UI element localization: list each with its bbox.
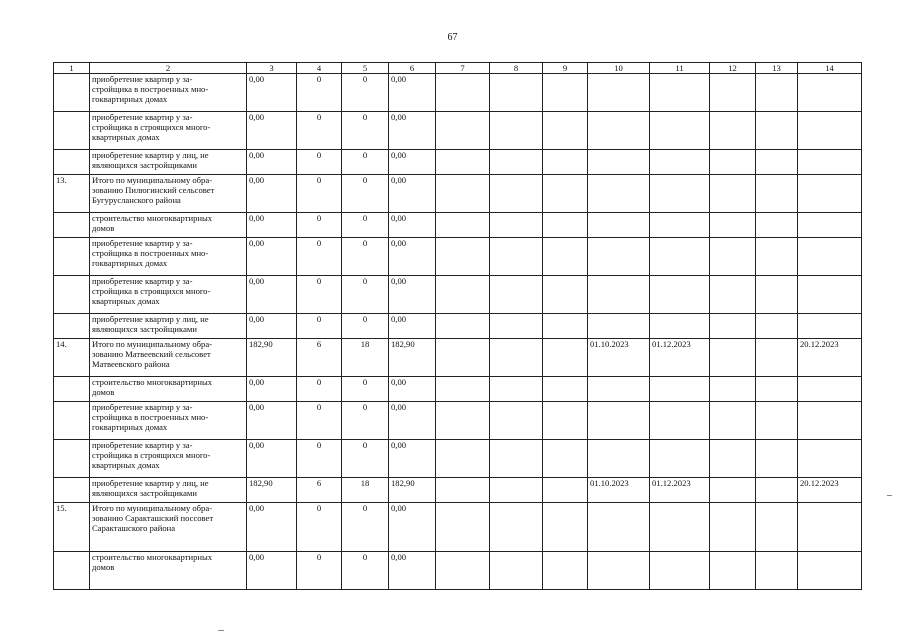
column-header-11: 11 xyxy=(650,63,710,74)
cell-col7 xyxy=(436,213,490,238)
row-description: приобретение квартир у за- стройщика в построенных мно- гоквартирных домах xyxy=(90,402,247,440)
cell-col4: 0 xyxy=(297,440,342,478)
cell-col6: 182,90 xyxy=(389,478,436,503)
cell-col9 xyxy=(543,314,588,339)
cell-col14 xyxy=(798,150,862,175)
cell-col11 xyxy=(650,175,710,213)
row-description: строительство многоквартирных домов xyxy=(90,552,247,590)
cell-col4: 0 xyxy=(297,314,342,339)
cell-col14 xyxy=(798,440,862,478)
cell-col6: 0,00 xyxy=(389,503,436,552)
cell-col13 xyxy=(756,175,798,213)
table-row xyxy=(54,552,862,590)
cell-col10 xyxy=(588,150,650,175)
cell-col8 xyxy=(490,440,543,478)
table-body xyxy=(54,74,862,590)
cell-col12 xyxy=(710,175,756,213)
row-index xyxy=(54,238,90,276)
table-row xyxy=(54,213,862,238)
cell-col9 xyxy=(543,503,588,552)
cell-col8 xyxy=(490,238,543,276)
cell-col5: 0 xyxy=(342,74,389,112)
cell-col4: 0 xyxy=(297,377,342,402)
cell-col5: 0 xyxy=(342,440,389,478)
cell-col4: 0 xyxy=(297,276,342,314)
row-description: приобретение квартир у лиц, не являющихся застройщиками xyxy=(90,150,247,175)
table-row xyxy=(54,112,862,150)
cell-col13 xyxy=(756,478,798,503)
row-index: 15. xyxy=(54,503,90,552)
cell-col14 xyxy=(798,314,862,339)
column-header-9: 9 xyxy=(543,63,588,74)
cell-col10 xyxy=(588,276,650,314)
cell-col14 xyxy=(798,377,862,402)
column-header-8: 8 xyxy=(490,63,543,74)
cell-col12 xyxy=(710,74,756,112)
cell-col13 xyxy=(756,150,798,175)
cell-col3: 0,00 xyxy=(247,213,297,238)
table-row xyxy=(54,74,862,112)
cell-col14 xyxy=(798,503,862,552)
column-header-7: 7 xyxy=(436,63,490,74)
cell-col13 xyxy=(756,74,798,112)
column-header-4: 4 xyxy=(297,63,342,74)
cell-col6: 0,00 xyxy=(389,213,436,238)
cell-col5: 0 xyxy=(342,552,389,590)
scan-mark xyxy=(887,495,892,496)
cell-col7 xyxy=(436,440,490,478)
cell-col10 xyxy=(588,175,650,213)
row-description: Итого по муниципальному обра- зованию Саракташский поссовет Саракташского района xyxy=(90,503,247,552)
cell-col5: 0 xyxy=(342,238,389,276)
cell-col8 xyxy=(490,314,543,339)
cell-col5: 0 xyxy=(342,377,389,402)
data-table xyxy=(53,62,862,590)
cell-col12 xyxy=(710,276,756,314)
cell-col12 xyxy=(710,478,756,503)
row-index xyxy=(54,314,90,339)
cell-col11 xyxy=(650,238,710,276)
cell-col13 xyxy=(756,402,798,440)
table-row xyxy=(54,276,862,314)
cell-col4: 6 xyxy=(297,339,342,377)
cell-col4: 0 xyxy=(297,503,342,552)
cell-col11 xyxy=(650,213,710,238)
cell-col6: 182,90 xyxy=(389,339,436,377)
row-description: приобретение квартир у лиц, не являющихся застройщиками xyxy=(90,478,247,503)
cell-col7 xyxy=(436,112,490,150)
cell-col8 xyxy=(490,175,543,213)
cell-col11 xyxy=(650,112,710,150)
cell-col9 xyxy=(543,377,588,402)
cell-col10 xyxy=(588,402,650,440)
cell-col5: 18 xyxy=(342,478,389,503)
cell-col10 xyxy=(588,112,650,150)
row-description: строительство многоквартирных домов xyxy=(90,377,247,402)
table-row xyxy=(54,339,862,377)
cell-col13 xyxy=(756,377,798,402)
table-row xyxy=(54,402,862,440)
table-row xyxy=(54,314,862,339)
cell-col6: 0,00 xyxy=(389,112,436,150)
cell-col12 xyxy=(710,440,756,478)
cell-col7 xyxy=(436,238,490,276)
cell-col12 xyxy=(710,503,756,552)
cell-col7 xyxy=(436,276,490,314)
column-header-1: 1 xyxy=(54,63,90,74)
cell-col11 xyxy=(650,314,710,339)
row-index xyxy=(54,552,90,590)
cell-col5: 0 xyxy=(342,150,389,175)
column-header-12: 12 xyxy=(710,63,756,74)
table-row xyxy=(54,478,862,503)
cell-col11 xyxy=(650,150,710,175)
row-description: приобретение квартир у за- стройщика в построенных мно- гоквартирных домах xyxy=(90,238,247,276)
row-index xyxy=(54,150,90,175)
cell-col8 xyxy=(490,402,543,440)
cell-col8 xyxy=(490,276,543,314)
cell-col4: 6 xyxy=(297,478,342,503)
cell-col3: 182,90 xyxy=(247,478,297,503)
cell-col5: 0 xyxy=(342,175,389,213)
cell-col12 xyxy=(710,314,756,339)
cell-col14 xyxy=(798,276,862,314)
cell-col7 xyxy=(436,175,490,213)
row-index xyxy=(54,74,90,112)
cell-col4: 0 xyxy=(297,150,342,175)
cell-col6: 0,00 xyxy=(389,402,436,440)
cell-col11 xyxy=(650,503,710,552)
cell-col13 xyxy=(756,314,798,339)
cell-col3: 0,00 xyxy=(247,377,297,402)
cell-col9 xyxy=(543,339,588,377)
cell-col4: 0 xyxy=(297,213,342,238)
cell-col3: 0,00 xyxy=(247,314,297,339)
row-index xyxy=(54,276,90,314)
cell-col3: 0,00 xyxy=(247,402,297,440)
cell-col3: 0,00 xyxy=(247,150,297,175)
cell-col14 xyxy=(798,74,862,112)
cell-col3: 0,00 xyxy=(247,440,297,478)
row-description: приобретение квартир у лиц, не являющихся застройщиками xyxy=(90,314,247,339)
cell-col9 xyxy=(543,238,588,276)
row-description: Итого по муниципальному обра- зованию Пилюгинский сельсовет Бугурусланского района xyxy=(90,175,247,213)
cell-col7 xyxy=(436,74,490,112)
cell-col11 xyxy=(650,377,710,402)
cell-col4: 0 xyxy=(297,238,342,276)
cell-col12 xyxy=(710,238,756,276)
column-header-14: 14 xyxy=(798,63,862,74)
cell-col9 xyxy=(543,552,588,590)
cell-col14: 20.12.2023 xyxy=(798,478,862,503)
cell-col12 xyxy=(710,552,756,590)
cell-col4: 0 xyxy=(297,112,342,150)
cell-col14 xyxy=(798,175,862,213)
cell-col9 xyxy=(543,213,588,238)
row-description: приобретение квартир у за- стройщика в строящихся много- квартирных домах xyxy=(90,440,247,478)
cell-col7 xyxy=(436,478,490,503)
row-description: Итого по муниципальному обра- зованию Матвеевский сельсовет Матвеевского района xyxy=(90,339,247,377)
cell-col11 xyxy=(650,402,710,440)
cell-col7 xyxy=(436,314,490,339)
table-row xyxy=(54,175,862,213)
cell-col3: 182,90 xyxy=(247,339,297,377)
cell-col8 xyxy=(490,213,543,238)
row-description: строительство многоквартирных домов xyxy=(90,213,247,238)
cell-col3: 0,00 xyxy=(247,175,297,213)
cell-col6: 0,00 xyxy=(389,175,436,213)
table-row xyxy=(54,503,862,552)
cell-col12 xyxy=(710,402,756,440)
cell-col5: 0 xyxy=(342,503,389,552)
row-index: 13. xyxy=(54,175,90,213)
cell-col9 xyxy=(543,175,588,213)
cell-col9 xyxy=(543,402,588,440)
cell-col14 xyxy=(798,112,862,150)
cell-col5: 0 xyxy=(342,402,389,440)
cell-col8 xyxy=(490,150,543,175)
cell-col8 xyxy=(490,74,543,112)
cell-col6: 0,00 xyxy=(389,74,436,112)
column-header-10: 10 xyxy=(588,63,650,74)
row-index xyxy=(54,377,90,402)
cell-col11: 01.12.2023 xyxy=(650,478,710,503)
cell-col13 xyxy=(756,276,798,314)
row-index xyxy=(54,478,90,503)
table-row xyxy=(54,150,862,175)
cell-col10: 01.10.2023 xyxy=(588,339,650,377)
cell-col5: 18 xyxy=(342,339,389,377)
cell-col10 xyxy=(588,74,650,112)
cell-col5: 0 xyxy=(342,112,389,150)
cell-col12 xyxy=(710,150,756,175)
cell-col6: 0,00 xyxy=(389,276,436,314)
cell-col14 xyxy=(798,402,862,440)
cell-col10 xyxy=(588,238,650,276)
cell-col7 xyxy=(436,402,490,440)
cell-col5: 0 xyxy=(342,276,389,314)
cell-col7 xyxy=(436,377,490,402)
cell-col13 xyxy=(756,112,798,150)
cell-col13 xyxy=(756,440,798,478)
cell-col9 xyxy=(543,276,588,314)
cell-col4: 0 xyxy=(297,402,342,440)
table-header xyxy=(54,63,862,74)
column-header-2: 2 xyxy=(90,63,247,74)
table-row xyxy=(54,440,862,478)
cell-col9 xyxy=(543,112,588,150)
cell-col10 xyxy=(588,503,650,552)
cell-col4: 0 xyxy=(297,552,342,590)
cell-col9 xyxy=(543,150,588,175)
cell-col3: 0,00 xyxy=(247,238,297,276)
row-description: приобретение квартир у за- стройщика в строящихся много- квартирных домах xyxy=(90,112,247,150)
cell-col6: 0,00 xyxy=(389,377,436,402)
cell-col4: 0 xyxy=(297,175,342,213)
cell-col9 xyxy=(543,478,588,503)
table-row xyxy=(54,377,862,402)
cell-col9 xyxy=(543,74,588,112)
cell-col3: 0,00 xyxy=(247,112,297,150)
page-number: 67 xyxy=(447,32,458,43)
cell-col8 xyxy=(490,112,543,150)
row-index: 14. xyxy=(54,339,90,377)
cell-col12 xyxy=(710,112,756,150)
cell-col8 xyxy=(490,478,543,503)
row-index xyxy=(54,402,90,440)
row-description: приобретение квартир у за- стройщика в построенных мно- гоквартирных домах xyxy=(90,74,247,112)
column-header-5: 5 xyxy=(342,63,389,74)
table-row xyxy=(54,238,862,276)
cell-col10 xyxy=(588,552,650,590)
cell-col12 xyxy=(710,339,756,377)
cell-col14 xyxy=(798,552,862,590)
cell-col12 xyxy=(710,377,756,402)
row-index xyxy=(54,213,90,238)
cell-col10 xyxy=(588,377,650,402)
cell-col10 xyxy=(588,213,650,238)
cell-col6: 0,00 xyxy=(389,552,436,590)
cell-col4: 0 xyxy=(297,74,342,112)
cell-col11 xyxy=(650,74,710,112)
column-header-3: 3 xyxy=(247,63,297,74)
cell-col11 xyxy=(650,276,710,314)
cell-col5: 0 xyxy=(342,314,389,339)
column-header-13: 13 xyxy=(756,63,798,74)
cell-col7 xyxy=(436,503,490,552)
row-index xyxy=(54,112,90,150)
cell-col8 xyxy=(490,377,543,402)
cell-col14 xyxy=(798,213,862,238)
cell-col3: 0,00 xyxy=(247,74,297,112)
cell-col8 xyxy=(490,339,543,377)
cell-col3: 0,00 xyxy=(247,503,297,552)
cell-col11: 01.12.2023 xyxy=(650,339,710,377)
cell-col13 xyxy=(756,238,798,276)
cell-col3: 0,00 xyxy=(247,552,297,590)
scan-mark xyxy=(218,630,224,631)
cell-col8 xyxy=(490,552,543,590)
column-header-6: 6 xyxy=(389,63,436,74)
cell-col13 xyxy=(756,503,798,552)
cell-col6: 0,00 xyxy=(389,238,436,276)
cell-col9 xyxy=(543,440,588,478)
cell-col14 xyxy=(798,238,862,276)
cell-col3: 0,00 xyxy=(247,276,297,314)
row-index xyxy=(54,440,90,478)
cell-col6: 0,00 xyxy=(389,150,436,175)
cell-col6: 0,00 xyxy=(389,440,436,478)
row-description: приобретение квартир у за- стройщика в строящихся много- квартирных домах xyxy=(90,276,247,314)
cell-col14: 20.12.2023 xyxy=(798,339,862,377)
cell-col12 xyxy=(710,213,756,238)
cell-col10: 01.10.2023 xyxy=(588,478,650,503)
cell-col10 xyxy=(588,314,650,339)
cell-col8 xyxy=(490,503,543,552)
cell-col10 xyxy=(588,440,650,478)
cell-col11 xyxy=(650,552,710,590)
cell-col13 xyxy=(756,213,798,238)
cell-col13 xyxy=(756,339,798,377)
cell-col13 xyxy=(756,552,798,590)
cell-col7 xyxy=(436,552,490,590)
cell-col7 xyxy=(436,150,490,175)
cell-col11 xyxy=(650,440,710,478)
cell-col6: 0,00 xyxy=(389,314,436,339)
cell-col7 xyxy=(436,339,490,377)
cell-col5: 0 xyxy=(342,213,389,238)
